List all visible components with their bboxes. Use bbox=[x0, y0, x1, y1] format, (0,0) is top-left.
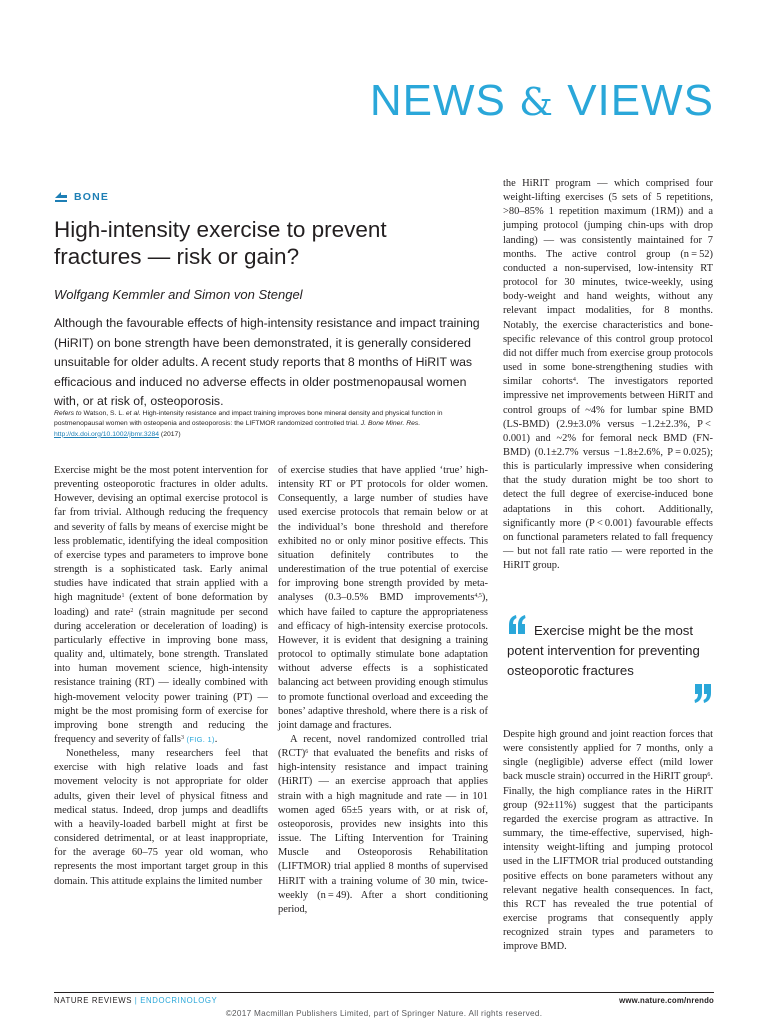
body-paragraph-2: Nonetheless, many researchers feel that exercise with high relative loads and fast movement velocity is not appropriate for older adults, given their level of physical fitness and medical status. Indeed, drop jumps and deadlifts with a heavily-loaded barbell might at first be considered detrimental, or at least inappropriate, for the average 60–75 year old woman, who represents the most important target group in this domain. This attitude explains the limited number bbox=[54, 748, 268, 887]
body-paragraph-5: the HiRIT program — which comprised four weight-lifting exercises (5 sets of 5 repetitions, >80–85% 1 repetition maximum (1RM)) and a jumping protocol (jumping chin-ups with drop landing) — was consistently maintained for 7 months. The active control group (n = 52) conducted a non-supervised, low-intensity RT protocol for 30 minutes, twice-weekly, using body-weight and hand weights, without any relevant impact modalities, for 8 months. Notably, the exercise characteristics and bone-specific relevance of this control group protocol did not differ much from exercise group protocols used in some bone-strengthening studies with similar cohorts$^4$. The investigators reported impressive net improvements between HiRIT and control groups of ~4% for lumbar spine BMD (LS-BMD) (2.9±3.0% versus −1.2±2.3%, P < 0.001) and ~2% for femoral neck BMD (FN-BMD) (0.1±2.7% versus −1.8±2.6%, P = 0.025); this is particularly impressive when considering that the study duration might be too short to detect the full degree of exercise-induced bone adaptations in this cohort. Additionally, significantly more (P < 0.001) favourable effects on functional parameters related to fall frequency — but not fall rate ratio — were reported in the HiRIT group. bbox=[503, 178, 714, 572]
article-standfirst: Although the favourable effects of high-intensity resistance and impact training (HiRIT) on bone strength have been demonstrated, it is generally considered unsuitable for older adults. A recent study reports that 8 months of HiRIT was efficacious and induced no adverse effects in older postmenopausal women with, or at risk of, osteoporosis. bbox=[54, 316, 480, 409]
refers-to-citation bbox=[54, 409, 486, 440]
footer-journal-name: ENDOCRINOLOGY bbox=[140, 996, 218, 1005]
section-title-news: NEWS bbox=[369, 76, 520, 125]
body-paragraph-4: A recent, novel randomized controlled trial (RCT)$^6$ that evaluated the benefits and risks of high-intensity resistance and impact training (HiRIT) — an exercise approach that applies strain with a high magnitude and rate — in 101 women aged 65±5 years with, or at risk of, osteoporosis, provides new insights into this issue. The Lifting Intervention for Training Muscle and Osteoporosis Rehabilitation (LIFTMOR) trial applied 8 months of supervised HiRIT with a training volume of 30 min, twice-weekly (n = 49). After a short conditioning period, bbox=[278, 733, 488, 915]
refers-to-label: Refers to bbox=[54, 410, 82, 417]
close-quote-icon bbox=[693, 682, 713, 704]
body-column-3-top bbox=[503, 177, 713, 573]
topic-tag bbox=[54, 191, 109, 203]
article-title: High-intensity exercise to prevent fractures — risk or gain? bbox=[54, 217, 387, 269]
section-title-ampersand: & bbox=[519, 80, 554, 124]
body-paragraph-6: Despite high ground and joint reaction forces that were consistently applied for 7 months, only a single (negligible) adverse effect (mild lower back muscle strain) occurred in the HiRIT group$^6$. Finally, the high compliance rates in the HiRIT group (92±11%) suggest that the participants regarded the exercise program as attractive. In summary, the time-effective, supervised, high-intensity weight-lifting and jumping protocol used in the LIFTMOR trial produced outstanding positive effects on bone parameters without any relevant negative health consequences. In fact, this RCT has revealed the true potential of exercise programs that consequently apply recognized strain types and parameters to improve BMD. bbox=[503, 729, 713, 953]
pull-quote-text: Exercise might be the most potent intervention for preventing osteoporotic fractures bbox=[507, 623, 700, 678]
footer-url[interactable]: www.nature.com/nrendo bbox=[619, 996, 714, 1005]
citation-authors: Watson, S. L. bbox=[81, 410, 126, 417]
body-column-2 bbox=[278, 464, 488, 917]
bone-topic-icon bbox=[54, 191, 68, 203]
topic-label: BONE bbox=[74, 191, 110, 203]
body-paragraph-1: Exercise might be the most potent intervention for preventing osteoporotic fractures in older adults. However, devising an optimal exercise protocol is far from trivial. Although reducing the frequency and severity of falls by means of exercise might be less problematic, identifying the ideal composition of exercise types and parameters to improve bone strength is a sophisticated task. Early animal studies have indicated that strain applied with a high magnitude$^1$ (extent of bone deformation by loading) and rate$^2$ (strain magnitude per second during acceleration or deceleration of loading) is particularly effective in improving bone mass, quality and, ultimately, bone strength. Translated into human movement science, high-intensity resistance training (RT) — ideally combined with high-movement velocity power training (PT) — might be the most promising form of exercise for improving bone strength and reducing the frequency and severity of falls$^3$ (FIG. 1). bbox=[54, 465, 268, 745]
figure-1-link[interactable]: (FIG. 1) bbox=[186, 734, 215, 744]
body-column-3-bottom bbox=[503, 728, 713, 955]
citation-etal: et al. bbox=[125, 410, 141, 417]
section-title bbox=[370, 76, 714, 126]
footer-rule bbox=[54, 992, 714, 993]
article-authors: Wolfgang Kemmler and Simon von Stengel bbox=[54, 287, 303, 302]
body-paragraph-3: of exercise studies that have applied ‘true’ high-intensity RT or PT protocols for older women. Consequently, a large number of studies have used exercise protocols that remain below or at the individual’s bone threshold and therefore exhibited no or only minor positive effects. This situation definitely contributes to the underestimation of the true potential of exercise for improving bone strength provided by meta-analyses (0.3–0.5% BMD improvements$^{4,5}$), which have failed to capture the appropriateness and efficacy of high-intensity exercise protocols. However, it is evident that designing a training protocol to optimally stimulate bone adaptation without adverse effects is a sophisticated balancing act between providing enough stimulus to promote functional overload and exceeding the bones’ adaptive threshold, where there is a risk of joint damage and fractures. bbox=[278, 465, 488, 731]
footer-journal bbox=[54, 996, 217, 1005]
citation-title: High-intensity resistance and impact training improves bone mineral density and physical function in postmenopausal women with osteopenia and osteoporosis: the LIFTMOR randomized controlled trial. bbox=[54, 410, 443, 428]
footer-journal-prefix: NATURE REVIEWS bbox=[54, 996, 133, 1005]
citation-journal: J. Bone Miner. Res. bbox=[360, 420, 421, 428]
body-column-1 bbox=[54, 464, 268, 889]
footer-separator: | bbox=[134, 996, 138, 1005]
pull-quote bbox=[507, 614, 717, 706]
copyright-notice: ©2017 Macmillan Publishers Limited, part of Springer Nature. All rights reserved. bbox=[225, 1009, 543, 1018]
section-title-views: VIEWS bbox=[553, 76, 714, 125]
citation-year: (2017) bbox=[159, 430, 181, 438]
citation-doi-link[interactable]: http://dx.doi.org/10.1002/jbmr.3284 bbox=[54, 430, 160, 438]
